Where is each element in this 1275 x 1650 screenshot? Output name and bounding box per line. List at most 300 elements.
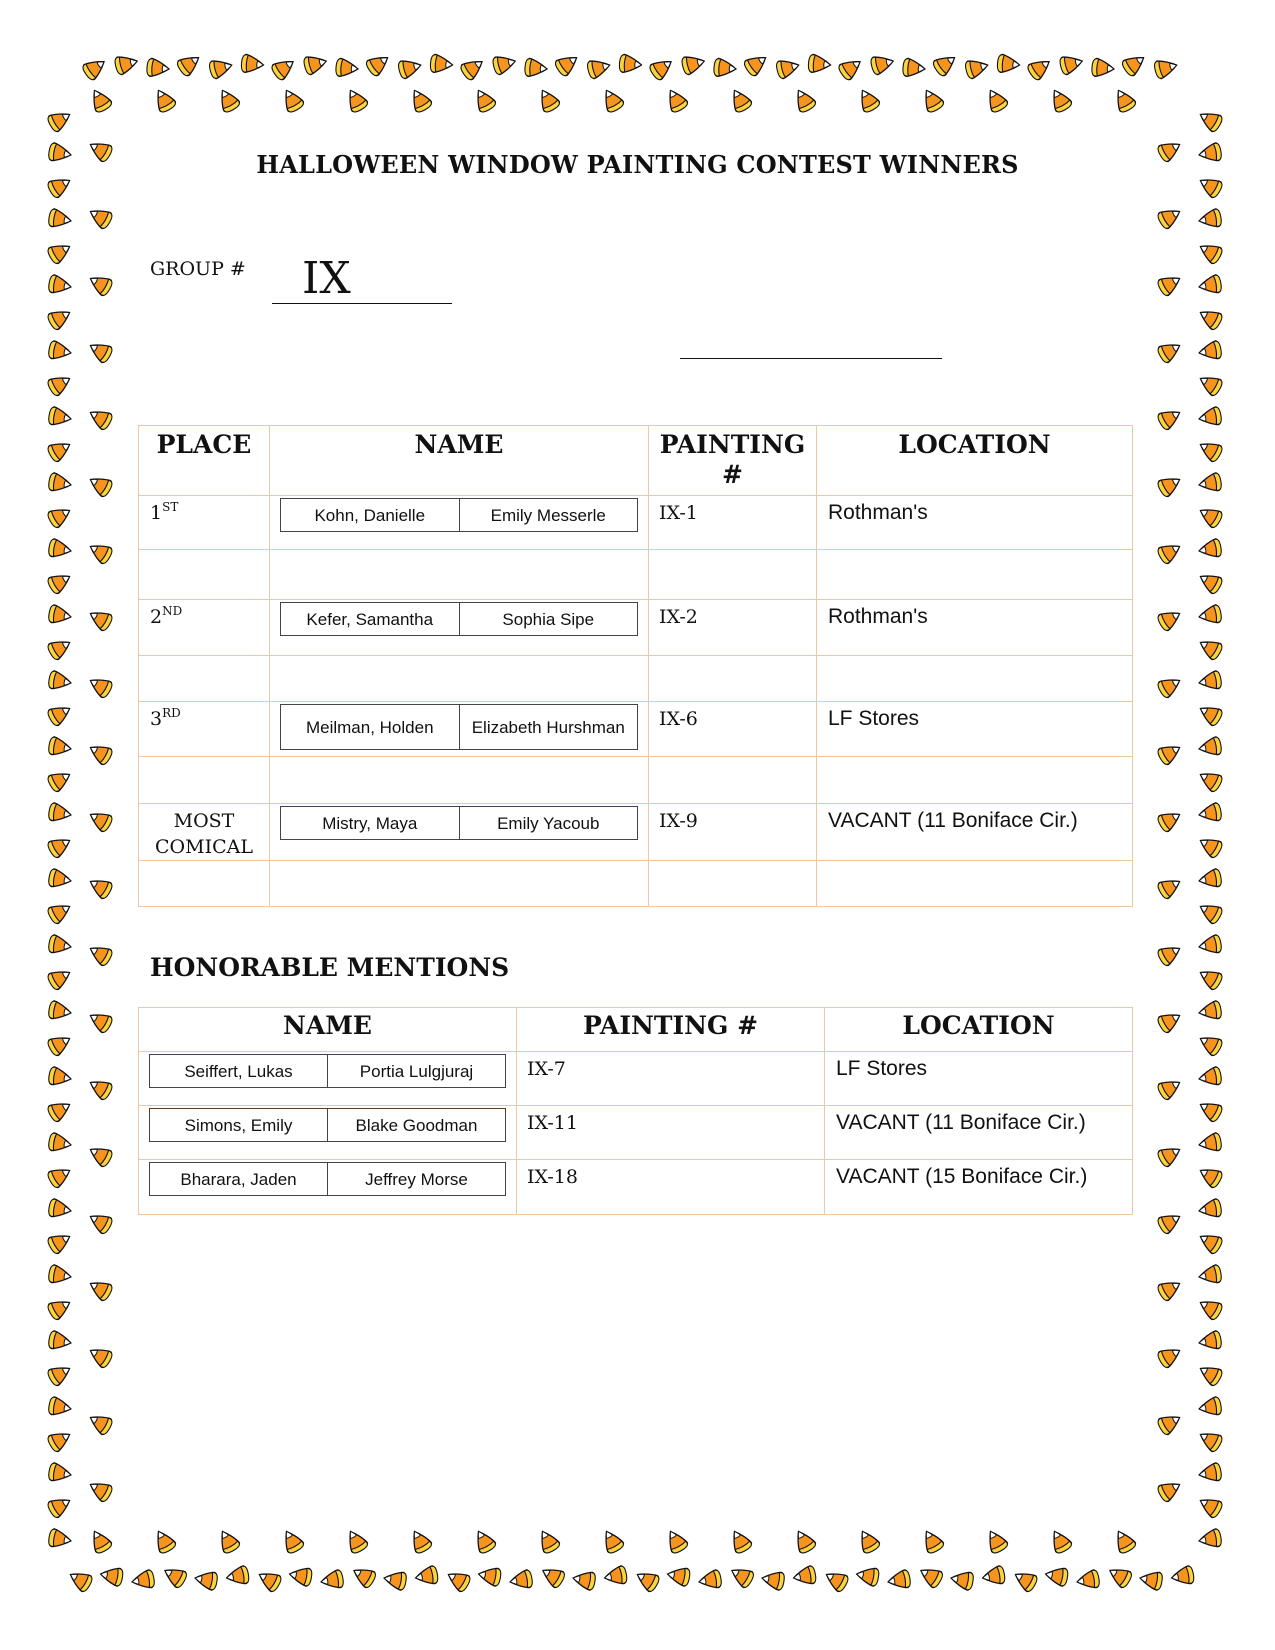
- candy-corn-icon: [1111, 1527, 1138, 1555]
- painting-number: IX-7: [517, 1052, 825, 1106]
- candy-corn-icon: [1156, 1477, 1184, 1504]
- candy-corn-icon: [1076, 1569, 1101, 1591]
- candy-corn-icon: [681, 52, 707, 75]
- candy-corn-icon: [320, 1569, 345, 1591]
- place-suffix: RD: [162, 706, 181, 720]
- candy-corn-icon: [86, 405, 114, 432]
- candy-corn-icon: [1196, 1295, 1224, 1322]
- candy-corn-icon: [1156, 271, 1184, 298]
- candy-corn-icon: [430, 54, 453, 74]
- location: Rothman's: [817, 600, 1133, 656]
- candy-corn-icon: [86, 1142, 114, 1169]
- candy-corn-icon: [761, 1569, 786, 1591]
- candy-corn-icon: [279, 86, 306, 114]
- candy-corn-icon: [663, 1527, 690, 1555]
- candy-corn-icon: [666, 1565, 691, 1587]
- table-row: [139, 600, 1133, 656]
- candy-corn-icon: [48, 538, 73, 560]
- candy-corn-icon: [870, 52, 896, 75]
- place-cell: [139, 496, 270, 550]
- candy-corn-icon: [1198, 406, 1223, 428]
- name-secondary: Sophia Sipe: [459, 603, 638, 635]
- candy-corn-icon: [1198, 274, 1223, 296]
- candy-corn-icon: [1198, 1528, 1223, 1550]
- candy-corn-icon: [1196, 371, 1224, 398]
- painting-number: IX-18: [517, 1160, 825, 1215]
- candy-corn-icon: [1156, 874, 1184, 901]
- name-cell: [270, 600, 649, 656]
- candy-corn-icon: [1156, 405, 1184, 432]
- candy-corn-icon: [1196, 1427, 1224, 1454]
- name-primary: Meilman, Holden: [305, 717, 434, 737]
- candy-corn-icon: [1059, 52, 1085, 75]
- candy-corn-icon: [1198, 1000, 1223, 1022]
- header-name: NAME: [270, 426, 649, 496]
- candy-corn-icon: [46, 1031, 74, 1058]
- candy-corn-icon: [1139, 1569, 1164, 1591]
- candy-corn-icon: [887, 1569, 912, 1591]
- candy-corn-icon: [919, 1527, 946, 1555]
- name-primary: Mistry, Maya: [322, 813, 418, 833]
- name-pair: [149, 1054, 506, 1088]
- candy-corn-icon: [48, 802, 73, 824]
- candy-corn-icon: [364, 50, 392, 77]
- candy-corn-icon: [1156, 1075, 1184, 1102]
- candy-corn-icon: [1198, 1066, 1223, 1088]
- candy-corn-icon: [619, 54, 642, 74]
- candy-corn-icon: [87, 1527, 114, 1555]
- candy-corn-icon: [1196, 701, 1224, 728]
- location: LF Stores: [817, 702, 1133, 757]
- candy-corn-icon: [151, 1527, 178, 1555]
- candy-corn-icon: [86, 1410, 114, 1437]
- candy-corn-icon: [48, 736, 73, 758]
- candy-corn-icon: [215, 86, 242, 114]
- candy-corn-icon: [1196, 833, 1224, 860]
- candy-corn-icon: [822, 1567, 850, 1594]
- candy-corn-icon: [698, 1569, 723, 1591]
- candy-corn-icon: [48, 1132, 73, 1154]
- candy-corn-icon: [1198, 340, 1223, 362]
- painting-number: IX-6: [649, 702, 817, 757]
- candy-corn-icon: [950, 1569, 975, 1591]
- candy-corn-icon: [1156, 1343, 1184, 1370]
- candy-corn-icon: [208, 56, 234, 79]
- group-value: IX: [272, 254, 452, 304]
- candy-corn-icon: [1196, 1361, 1224, 1388]
- candy-corn-icon: [46, 1493, 74, 1520]
- candy-corn-icon: [407, 1527, 434, 1555]
- name-pair: [280, 602, 638, 636]
- candy-corn-icon: [1196, 965, 1224, 992]
- candy-corn-icon: [538, 1563, 566, 1590]
- candy-corn-icon: [87, 86, 114, 114]
- name-secondary: Emily Messerle: [459, 499, 638, 531]
- candy-corn-icon: [1156, 740, 1184, 767]
- candy-corn-icon: [572, 1569, 597, 1591]
- candy-corn-icon: [855, 1527, 882, 1555]
- candy-corn-icon: [459, 54, 487, 81]
- candy-corn-icon: [1196, 767, 1224, 794]
- candy-corn-icon: [471, 1527, 498, 1555]
- candy-corn-icon: [146, 58, 169, 78]
- candy-corn-icon: [791, 1527, 818, 1555]
- candy-corn-icon: [1120, 50, 1148, 77]
- candy-corn-icon: [727, 1563, 755, 1590]
- candy-corn-icon: [46, 899, 74, 926]
- candy-corn-icon: [1196, 107, 1224, 134]
- name-primary: Seiffert, Lukas: [184, 1061, 293, 1081]
- name-primary: Kohn, Danielle: [314, 505, 426, 525]
- blank-signature-line: [680, 358, 942, 359]
- table-row: [139, 1160, 1133, 1215]
- candy-corn-icon: [86, 1477, 114, 1504]
- name-secondary: Blake Goodman: [327, 1109, 505, 1141]
- candy-corn-icon: [86, 271, 114, 298]
- candy-corn-icon: [46, 635, 74, 662]
- table-row: [139, 804, 1133, 861]
- candy-corn-icon: [349, 1563, 377, 1590]
- candy-corn-icon: [48, 1000, 73, 1022]
- candy-corn-icon: [471, 86, 498, 114]
- candy-corn-icon: [855, 1565, 880, 1587]
- candy-corn-icon: [343, 1527, 370, 1555]
- name-cell: [139, 1052, 517, 1106]
- place-suffix: ND: [162, 604, 183, 618]
- candy-corn-icon: [1011, 1567, 1039, 1594]
- candy-corn-icon: [46, 503, 74, 530]
- candy-corn-icon: [1198, 472, 1223, 494]
- candy-corn-icon: [86, 338, 114, 365]
- candy-corn-icon: [46, 437, 74, 464]
- group-label: GROUP #: [150, 258, 246, 280]
- painting-number: IX-2: [649, 600, 817, 656]
- candy-corn-icon: [46, 1361, 74, 1388]
- candy-corn-icon: [86, 740, 114, 767]
- candy-corn-icon: [81, 54, 109, 81]
- candy-corn-icon: [1196, 635, 1224, 662]
- candy-corn-icon: [1111, 86, 1138, 114]
- candy-corn-icon: [727, 86, 754, 114]
- candy-corn-icon: [86, 606, 114, 633]
- candy-corn-icon: [1198, 736, 1223, 758]
- candy-corn-icon: [48, 406, 73, 428]
- candy-corn-icon: [444, 1567, 472, 1594]
- candy-corn-icon: [46, 1229, 74, 1256]
- candy-corn-icon: [1026, 54, 1054, 81]
- candy-corn-icon: [837, 54, 865, 81]
- painting-number: IX-11: [517, 1106, 825, 1160]
- candy-corn-icon: [46, 371, 74, 398]
- candy-corn-icon: [46, 767, 74, 794]
- candy-corn-icon: [633, 1567, 661, 1594]
- candy-corn-icon: [1156, 1410, 1184, 1437]
- candy-corn-icon: [48, 208, 73, 230]
- candy-corn-icon: [1198, 1462, 1223, 1484]
- name-secondary: Elizabeth Hurshman: [459, 705, 638, 749]
- candy-corn-icon: [1198, 934, 1223, 956]
- candy-corn-icon: [742, 50, 770, 77]
- candy-corn-icon: [114, 52, 140, 75]
- candy-corn-icon: [1156, 1142, 1184, 1169]
- candy-corn-icon: [46, 965, 74, 992]
- candy-corn-icon: [1198, 670, 1223, 692]
- candy-corn-icon: [1198, 604, 1223, 626]
- place-suffix: ST: [162, 500, 179, 514]
- name-pair: [149, 1162, 506, 1196]
- candy-corn-icon: [1198, 802, 1223, 824]
- candy-corn-icon: [160, 1563, 188, 1590]
- candy-corn-icon: [86, 539, 114, 566]
- candy-corn-icon: [1105, 1563, 1133, 1590]
- candy-corn-icon: [663, 86, 690, 114]
- name-cell: [270, 702, 649, 757]
- candy-corn-icon: [1156, 472, 1184, 499]
- candy-corn-icon: [981, 1565, 1006, 1587]
- candy-corn-icon: [86, 204, 114, 231]
- name-pair: [280, 806, 638, 840]
- candy-corn-icon: [48, 274, 73, 296]
- table-row: [139, 1106, 1133, 1160]
- place-cell: [139, 600, 270, 656]
- name-cell: [139, 1160, 517, 1215]
- candy-corn-icon: [383, 1569, 408, 1591]
- candy-corn-icon: [1198, 1330, 1223, 1352]
- header-painting: PAINTING #: [649, 426, 817, 496]
- name-primary: Kefer, Samantha: [306, 609, 434, 629]
- place-line-2: COMICAL: [155, 836, 253, 858]
- location: VACANT (11 Boniface Cir.): [825, 1106, 1133, 1160]
- name-secondary: Emily Yacoub: [459, 807, 638, 839]
- candy-corn-icon: [46, 1295, 74, 1322]
- name-secondary: Portia Lulgjuraj: [327, 1055, 505, 1087]
- candy-corn-icon: [603, 1565, 628, 1587]
- candy-corn-icon: [983, 86, 1010, 114]
- candy-corn-icon: [48, 1330, 73, 1352]
- candy-corn-icon: [48, 1066, 73, 1088]
- candy-corn-icon: [1044, 1565, 1069, 1587]
- candy-corn-icon: [916, 1563, 944, 1590]
- table-row: [139, 1052, 1133, 1106]
- candy-corn-icon: [46, 305, 74, 332]
- candy-corn-icon: [86, 941, 114, 968]
- candy-corn-icon: [1156, 204, 1184, 231]
- spacer-row: [139, 656, 1133, 702]
- candy-corn-icon: [48, 1396, 73, 1418]
- candy-corn-icon: [131, 1569, 156, 1591]
- candy-corn-icon: [46, 701, 74, 728]
- candy-corn-icon: [1156, 338, 1184, 365]
- candy-corn-icon: [1196, 239, 1224, 266]
- candy-corn-icon: [902, 58, 925, 78]
- candy-corn-icon: [1196, 1097, 1224, 1124]
- candy-corn-icon: [46, 239, 74, 266]
- table-row: [139, 702, 1133, 757]
- candy-corn-icon: [931, 50, 959, 77]
- candy-corn-icon: [48, 1264, 73, 1286]
- honorable-mentions-title: HONORABLE MENTIONS: [150, 953, 510, 982]
- place-cell: [139, 702, 270, 757]
- candy-corn-icon: [1196, 569, 1224, 596]
- candy-corn-icon: [1156, 539, 1184, 566]
- candy-corn-icon: [964, 56, 990, 79]
- candy-corn-icon: [1198, 1132, 1223, 1154]
- name-primary: Simons, Emily: [184, 1115, 293, 1135]
- header-place: PLACE: [139, 426, 270, 496]
- honorable-table: [138, 1007, 1133, 1215]
- candy-corn-icon: [48, 472, 73, 494]
- place-number: 3: [150, 708, 163, 730]
- candy-corn-icon: [46, 107, 74, 134]
- candy-corn-icon: [599, 1527, 626, 1555]
- candy-corn-icon: [241, 54, 264, 74]
- candy-corn-icon: [1196, 1493, 1224, 1520]
- header-name: NAME: [139, 1008, 517, 1052]
- candy-corn-icon: [151, 86, 178, 114]
- candy-corn-icon: [397, 56, 423, 79]
- candy-corn-icon: [1198, 538, 1223, 560]
- honorable-header-row: [139, 1008, 1133, 1052]
- name-pair: [280, 704, 638, 750]
- name-pair: [280, 498, 638, 532]
- candy-corn-icon: [48, 934, 73, 956]
- candy-corn-icon: [175, 50, 203, 77]
- candy-corn-icon: [791, 86, 818, 114]
- candy-corn-icon: [46, 1163, 74, 1190]
- candy-corn-icon: [492, 52, 518, 75]
- name-primary: Bharara, Jaden: [180, 1169, 297, 1189]
- place-number: 1: [150, 502, 163, 524]
- candy-corn-icon: [775, 56, 801, 79]
- candy-corn-icon: [1156, 1276, 1184, 1303]
- header-location: LOCATION: [817, 426, 1133, 496]
- page-title: HALLOWEEN WINDOW PAINTING CONTEST WINNERS: [256, 150, 1019, 179]
- candy-corn-icon: [509, 1569, 534, 1591]
- candy-corn-icon: [48, 868, 73, 890]
- header-location: LOCATION: [825, 1008, 1133, 1052]
- spacer-row: [139, 757, 1133, 804]
- candy-corn-icon: [288, 1565, 313, 1587]
- place-number: 2: [150, 606, 163, 628]
- candy-corn-icon: [414, 1565, 439, 1587]
- candy-corn-icon: [983, 1527, 1010, 1555]
- candy-corn-icon: [919, 86, 946, 114]
- candy-corn-icon: [713, 58, 736, 78]
- candy-corn-icon: [1170, 1565, 1195, 1587]
- candy-corn-icon: [46, 1427, 74, 1454]
- candy-corn-icon: [86, 673, 114, 700]
- location: Rothman's: [817, 496, 1133, 550]
- candy-corn-icon: [1198, 868, 1223, 890]
- candy-corn-icon: [86, 1276, 114, 1303]
- candy-corn-icon: [255, 1567, 283, 1594]
- candy-corn-icon: [1198, 1396, 1223, 1418]
- candy-corn-icon: [86, 1075, 114, 1102]
- candy-corn-icon: [599, 86, 626, 114]
- candy-corn-icon: [792, 1565, 817, 1587]
- candy-corn-icon: [1156, 1209, 1184, 1236]
- candy-corn-icon: [1198, 208, 1223, 230]
- location: VACANT (15 Boniface Cir.): [825, 1160, 1133, 1215]
- candy-corn-icon: [194, 1569, 219, 1591]
- location: VACANT (11 Boniface Cir.): [817, 804, 1133, 861]
- candy-corn-icon: [727, 1527, 754, 1555]
- candy-corn-icon: [86, 874, 114, 901]
- candy-corn-icon: [1156, 606, 1184, 633]
- candy-corn-icon: [46, 1097, 74, 1124]
- spacer-row: [139, 861, 1133, 907]
- candy-corn-icon: [46, 833, 74, 860]
- place-cell: [139, 804, 270, 861]
- candy-corn-icon: [1196, 1163, 1224, 1190]
- header-painting: PAINTING #: [517, 1008, 825, 1052]
- name-cell: [270, 804, 649, 861]
- candy-corn-icon: [48, 340, 73, 362]
- candy-corn-icon: [477, 1565, 502, 1587]
- painting-number: IX-9: [649, 804, 817, 861]
- candy-corn-icon: [553, 50, 581, 77]
- candy-corn-icon: [48, 604, 73, 626]
- candy-corn-icon: [648, 54, 676, 81]
- candy-corn-icon: [86, 807, 114, 834]
- candy-corn-icon: [1196, 1229, 1224, 1256]
- candy-corn-icon: [997, 54, 1020, 74]
- candy-corn-icon: [48, 1528, 73, 1550]
- name-cell: [139, 1106, 517, 1160]
- candy-corn-icon: [1196, 503, 1224, 530]
- candy-corn-icon: [215, 1527, 242, 1555]
- candy-corn-icon: [1047, 86, 1074, 114]
- candy-corn-icon: [1196, 899, 1224, 926]
- place-line-1: MOST: [173, 810, 235, 832]
- candy-corn-icon: [1198, 1264, 1223, 1286]
- candy-corn-icon: [1156, 1008, 1184, 1035]
- winners-header-row: [139, 426, 1133, 496]
- name-secondary: Jeffrey Morse: [327, 1163, 505, 1195]
- candy-corn-icon: [1047, 1527, 1074, 1555]
- location: LF Stores: [825, 1052, 1133, 1106]
- spacer-row: [139, 550, 1133, 600]
- candy-corn-icon: [335, 58, 358, 78]
- candy-corn-icon: [1198, 1198, 1223, 1220]
- candy-corn-icon: [855, 86, 882, 114]
- candy-corn-icon: [1196, 305, 1224, 332]
- painting-number: IX-1: [649, 496, 817, 550]
- candy-corn-icon: [1091, 58, 1114, 78]
- candy-corn-icon: [1156, 673, 1184, 700]
- candy-corn-icon: [1153, 56, 1179, 79]
- candy-corn-icon: [524, 58, 547, 78]
- candy-corn-icon: [586, 56, 612, 79]
- candy-corn-icon: [270, 54, 298, 81]
- name-cell: [270, 496, 649, 550]
- candy-corn-icon: [46, 569, 74, 596]
- candy-corn-icon: [86, 1343, 114, 1370]
- candy-corn-icon: [86, 472, 114, 499]
- candy-corn-icon: [535, 1527, 562, 1555]
- candy-corn-icon: [343, 86, 370, 114]
- candy-corn-icon: [535, 86, 562, 114]
- candy-corn-icon: [48, 1462, 73, 1484]
- candy-corn-icon: [279, 1527, 306, 1555]
- candy-corn-icon: [1156, 807, 1184, 834]
- table-row: [139, 496, 1133, 550]
- candy-corn-icon: [1196, 1031, 1224, 1058]
- candy-corn-icon: [225, 1565, 250, 1587]
- candy-corn-icon: [86, 1209, 114, 1236]
- candy-corn-icon: [808, 54, 831, 74]
- candy-corn-icon: [66, 1567, 94, 1594]
